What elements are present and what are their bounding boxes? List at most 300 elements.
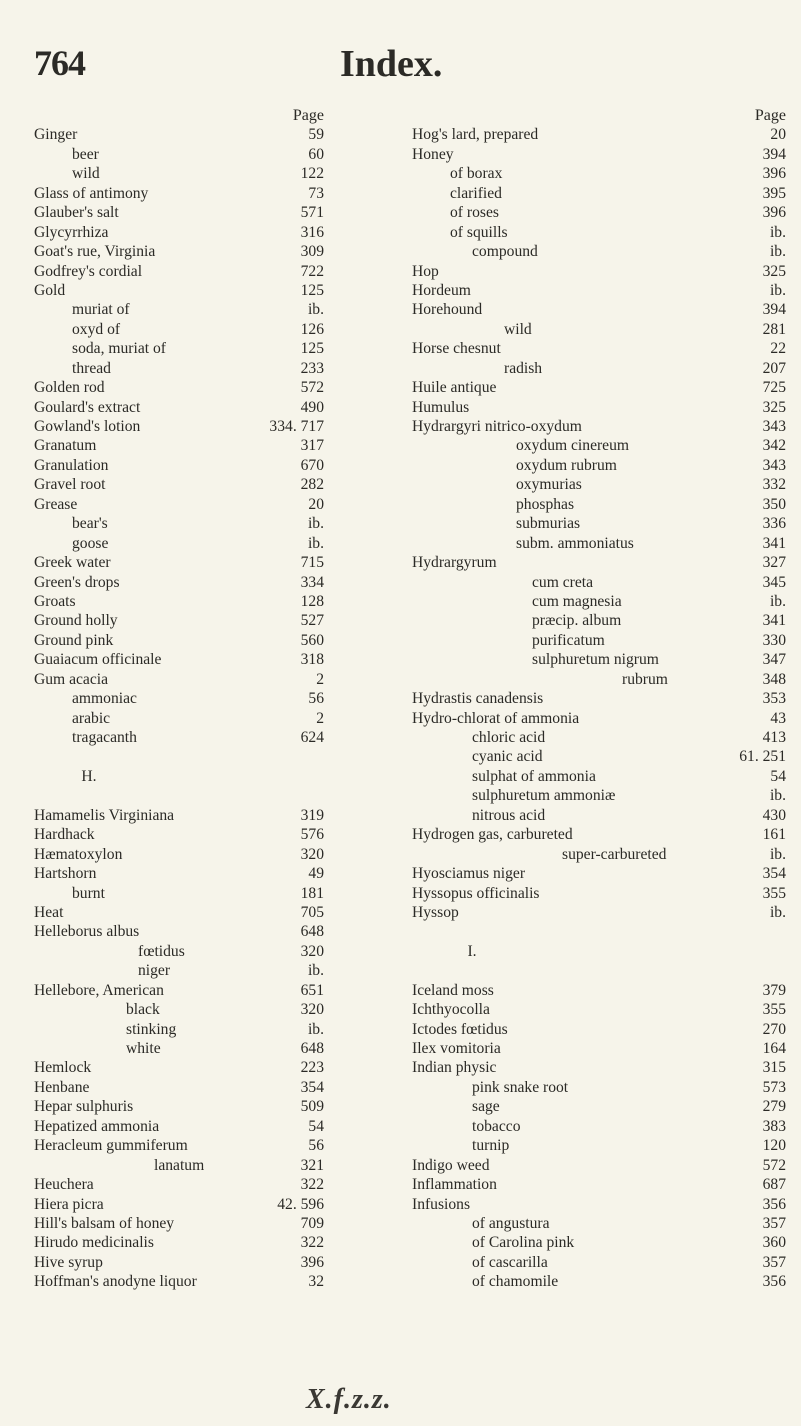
page-reference: 320 [300,1001,324,1019]
page-reference: 354 [300,1078,324,1096]
page-reference: 54 [308,1117,324,1135]
page-column-label: Page [292,107,324,124]
page-reference: ib. [769,281,786,299]
index-entry [412,495,790,514]
page-reference: 32 [308,1273,324,1291]
index-entry [412,884,790,903]
page-reference: 318 [300,651,324,669]
index-entry [34,728,364,747]
index-term: of angustura [472,1214,550,1232]
index-entry [34,650,364,669]
index-entry [34,145,364,164]
page-reference: ib. [307,1020,324,1038]
page-reference: ib. [307,962,324,980]
index-term: Indian physic [412,1059,497,1077]
index-term: Heat [34,903,64,921]
page-reference: 320 [300,942,324,960]
index-term: Hyssop [412,903,459,921]
index-term: Indigo weed [412,1156,490,1174]
index-term: præcip. album [532,612,622,630]
index-entry [34,1253,364,1272]
index-entry [34,1117,364,1136]
page-reference: 572 [762,1156,786,1174]
page-reference: 73 [308,184,324,202]
page-reference: 20 [308,495,324,513]
index-entry [412,1039,790,1058]
index-term: Granulation [34,456,109,474]
index-term: thread [72,359,111,377]
index-term: radish [504,359,543,377]
index-term: tobacco [472,1117,521,1135]
index-term: Gold [34,281,66,299]
index-entry [412,475,790,494]
index-entry [412,903,790,922]
section-letter: H. [81,767,97,785]
index-term: phosphas [516,495,575,513]
index-entry [34,884,364,903]
page-reference: 336 [762,515,786,533]
index-term: Groats [34,592,76,610]
page-reference: 322 [300,1176,324,1194]
index-term: muriat of [72,301,130,319]
index-term: Guaiacum officinale [34,651,162,669]
index-term: Hellebore, American [34,981,164,999]
page-reference: 430 [762,806,786,824]
index-term: oxymurias [516,476,582,494]
page-reference: 321 [300,1156,324,1174]
index-entry [34,534,364,553]
index-entry [412,553,790,572]
page-reference: 722 [300,262,324,280]
index-entry [34,786,364,805]
index-entry [412,611,790,630]
page-reference: 181 [300,884,324,902]
page-reference: 49 [308,865,324,883]
index-entry [412,1253,790,1272]
page-reference: 413 [762,729,786,746]
index-entry [34,670,364,689]
page-reference: 357 [762,1253,786,1271]
index-entry [412,456,790,475]
index-entry [412,1058,790,1077]
index-term: Hemlock [34,1059,92,1077]
index-entry [412,514,790,533]
page-reference: 354 [762,865,786,883]
page-reference: 325 [762,262,786,280]
page-number: 764 [34,43,85,83]
index-entry [34,689,364,708]
index-entry [412,359,790,378]
index-term: Granatum [34,437,97,455]
index-term: Inflammation [412,1176,497,1194]
page-reference: 315 [762,1059,786,1077]
page-reference: 2 [316,709,324,727]
index-term: Ground holly [34,612,118,630]
page-reference: 396 [300,1253,324,1271]
page-reference: 725 [762,379,786,397]
index-entry [412,436,790,455]
index-term: Honey [412,145,454,163]
index-entry [412,806,790,825]
index-term: Hoffman's anodyne liquor [34,1273,197,1291]
index-term: Horehound [412,301,483,319]
page-reference: 207 [762,359,786,377]
page-reference: 281 [762,320,786,338]
index-entry [412,845,790,864]
column-header [412,106,790,125]
index-term: pink snake root [472,1078,569,1096]
index-entry [412,1233,790,1252]
index-entry [412,534,790,553]
page-reference: 330 [762,631,786,649]
page-reference: 43 [770,709,786,727]
page-reference: 343 [762,418,786,435]
index-term: Hæmatoxylon [34,845,123,863]
index-entry [412,398,790,417]
index-entry [34,1195,364,1214]
index-entry [34,747,364,766]
index-term: Green's drops [34,573,120,591]
page-reference: 125 [300,281,324,299]
index-entry [34,864,364,883]
index-term: Hartshorn [34,865,97,883]
index-term: Goulard's extract [34,398,141,416]
page-reference: 56 [308,1137,324,1155]
index-entry [34,359,364,378]
page-reference: 2 [316,670,324,688]
index-entry [34,825,364,844]
page-reference: 356 [762,1195,786,1213]
page-reference: 223 [300,1059,324,1077]
index-term: Hydrargyri nitrico-oxydum [412,418,582,435]
index-entries-right [412,125,790,1291]
index-entry [412,1214,790,1233]
index-term: sulphat of ammonia [472,767,596,785]
page-reference: 325 [762,398,786,416]
index-term: wild [504,320,532,338]
page-reference: 396 [762,165,786,183]
page-reference: ib. [307,515,324,533]
page-reference: 22 [770,340,786,358]
page-reference: 624 [300,729,324,746]
index-entry [34,767,364,786]
index-term: stinking [126,1020,177,1038]
index-term: cyanic acid [472,748,543,766]
page-reference: 527 [300,612,324,630]
index-entry [34,1175,364,1194]
index-entry [412,378,790,397]
index-entry [412,981,790,1000]
index-term: sulphuretum nigrum [532,651,659,669]
index-term: of borax [450,165,503,183]
page-reference: 270 [762,1020,786,1038]
page-reference: 319 [300,806,324,824]
index-entry [412,1136,790,1155]
index-entry [412,728,790,747]
index-entry [34,1039,364,1058]
index-term: purificatum [532,631,605,649]
index-term: Hardhack [34,826,95,844]
page-reference: 341 [762,612,786,630]
index-term: Goat's rue, Virginia [34,243,156,261]
index-term: Helleborus albus [34,923,140,941]
page-reference: 309 [300,243,324,261]
index-term: Hyssopus officinalis [412,884,540,902]
index-entry [34,942,364,961]
page-reference: ib. [769,903,786,921]
index-term: Hive syrup [34,1253,103,1271]
index-term: Heuchera [34,1176,94,1194]
index-entry [412,670,790,689]
index-entry [412,125,790,144]
page-reference: 576 [300,826,324,844]
page-reference: 490 [300,398,324,416]
index-entry [412,145,790,164]
index-entry [412,1020,790,1039]
index-term: arabic [72,709,111,727]
page-reference: ib. [307,301,324,319]
index-term: goose [72,534,109,552]
index-term: Humulus [412,398,470,416]
index-term: Hydrogen gas, carbureted [412,826,573,844]
index-term: sage [472,1098,500,1116]
index-entry [412,942,790,961]
index-entry [34,514,364,533]
page-reference: 709 [300,1214,324,1232]
index-entry [412,339,790,358]
index-entry [412,1117,790,1136]
index-term: submurias [516,515,581,533]
index-entry [34,709,364,728]
page-reference: 571 [300,204,324,222]
index-term: bear's [72,515,108,533]
page-reference: 345 [762,573,786,591]
page-reference: 648 [300,1040,324,1057]
index-entry [34,553,364,572]
page-reference: 350 [762,495,786,513]
index-term: Godfrey's cordial [34,262,143,280]
index-term: subm. ammoniatus [516,534,634,552]
page-reference: 360 [762,1234,786,1252]
page-reference: 320 [300,845,324,863]
index-term: Glycyrrhiza [34,223,109,241]
index-entry [34,281,364,300]
index-term: oxydum rubrum [516,456,617,474]
index-entry [412,786,790,805]
index-entry [34,611,364,630]
index-entry [412,223,790,242]
index-term: Ichthyocolla [412,1001,490,1019]
index-term: lanatum [154,1156,205,1174]
index-term: Ilex vomitoria [412,1040,501,1057]
index-entry [412,961,790,980]
page-reference: 334 [300,573,324,591]
index-entry [412,767,790,786]
index-term: Hydro-chlorat of ammonia [412,709,580,727]
index-term: Ground pink [34,631,114,649]
index-entry [34,1136,364,1155]
index-term: Golden rod [34,379,105,397]
index-entry [412,281,790,300]
index-term: Hamamelis Virginiana [34,806,175,824]
index-entry [412,825,790,844]
page-reference: 56 [308,690,324,708]
index-term: wild [72,165,100,183]
index-column-left [34,106,364,1292]
index-entry [34,300,364,319]
index-entry [412,262,790,281]
page-reference: 126 [300,320,324,338]
page-reference: 279 [762,1098,786,1116]
index-entry [34,378,364,397]
index-entry [34,1272,364,1291]
index-term: of squills [450,223,508,241]
index-term: cum creta [532,573,594,591]
section-letter: I. [467,942,477,960]
page-reference: 122 [300,165,324,183]
index-entry [412,864,790,883]
page-reference: ib. [769,592,786,610]
index-entry [412,1078,790,1097]
page-reference: 383 [762,1117,786,1135]
page-reference: 60 [308,145,324,163]
index-term: Hyosciamus niger [412,865,526,883]
page-reference: 59 [308,126,324,144]
page-column-label: Page [754,107,786,124]
page-reference: 20 [770,126,786,144]
page-reference: 161 [762,826,786,844]
index-entry [412,417,790,436]
index-entry [34,1214,364,1233]
page-reference: 648 [300,923,324,941]
index-term: beer [72,145,99,163]
page-reference: 355 [762,1001,786,1019]
page-reference: 348 [762,670,786,688]
index-entry [412,242,790,261]
index-entry [34,845,364,864]
index-entry [412,631,790,650]
page-reference: ib. [769,223,786,241]
index-term: oxyd of [72,320,121,338]
page-reference: 353 [762,690,786,708]
index-entry [412,164,790,183]
index-term: ammoniac [72,690,137,708]
index-entry [34,1000,364,1019]
page-reference: ib. [769,787,786,805]
index-term: niger [138,962,171,980]
index-entry [412,1272,790,1291]
index-term: Hog's lard, prepared [412,126,539,144]
index-term: Gowland's lotion [34,418,141,435]
index-term: oxydum cinereum [516,437,630,455]
index-term: Ginger [34,126,78,144]
index-term: sulphuretum ammoniæ [472,787,616,805]
index-term: cum magnesia [532,592,622,610]
index-entry [34,1020,364,1039]
page-reference: 332 [762,476,786,494]
index-term: Hydrastis canadensis [412,690,544,708]
index-entry [34,320,364,339]
page-reference: 327 [762,554,786,572]
page-reference: 343 [762,456,786,474]
page-reference: 394 [762,145,786,163]
index-term: Henbane [34,1078,90,1096]
page-reference: 322 [300,1234,324,1252]
index-term: tragacanth [72,729,137,746]
index-term: Grease [34,495,78,513]
index-entry [34,1097,364,1116]
index-term: Greek water [34,554,111,572]
page-reference: ib. [307,534,324,552]
index-term: Hirudo medicinalis [34,1234,154,1252]
index-entry [34,1078,364,1097]
page-reference: 334. 717 [269,418,324,435]
index-entry [34,592,364,611]
index-entry [34,262,364,281]
index-term: Hepar sulphuris [34,1098,134,1116]
index-term: of cascarilla [472,1253,548,1271]
page-reference: 164 [762,1040,786,1057]
index-entry [34,495,364,514]
page-reference: 572 [300,379,324,397]
index-entry [412,922,790,941]
page-title: Index. [340,43,443,85]
index-term: Gum acacia [34,670,109,688]
index-entry [34,223,364,242]
index-entry [412,573,790,592]
index-entry [34,339,364,358]
index-term: compound [472,243,538,261]
index-entry [34,436,364,455]
page-header [0,42,801,92]
index-entry [412,747,790,766]
index-entry [34,164,364,183]
index-term: black [126,1001,160,1019]
index-term: clarified [450,184,502,202]
index-term: Huile antique [412,379,497,397]
column-header [34,106,364,125]
index-term: Heracleum gummiferum [34,1137,188,1155]
index-entry [34,203,364,222]
index-term: Infusions [412,1195,471,1213]
index-term: Ictodes fœtidus [412,1020,508,1038]
page-reference: 357 [762,1214,786,1232]
index-entry [412,203,790,222]
index-entry [34,242,364,261]
index-term: fœtidus [138,942,185,960]
index-entry [34,1156,364,1175]
index-term: chloric acid [472,729,546,746]
index-entry [34,903,364,922]
page-reference: 705 [300,903,324,921]
index-term: super-carbureted [562,845,667,863]
page-reference: 42. 596 [277,1195,324,1213]
index-entry [34,806,364,825]
page-reference: ib. [769,243,786,261]
page-reference: 509 [300,1098,324,1116]
page-reference: 61. 251 [739,748,786,766]
handwritten-signature: X.f.z.z. [306,1384,392,1415]
index-term: Hordeum [412,281,471,299]
index-entry [412,1195,790,1214]
index-term: nitrous acid [472,806,546,824]
page-reference: 356 [762,1273,786,1291]
page-reference: 125 [300,340,324,358]
index-entry [34,125,364,144]
page-reference: 715 [300,554,324,572]
page-reference: 395 [762,184,786,202]
page-reference: 342 [762,437,786,455]
